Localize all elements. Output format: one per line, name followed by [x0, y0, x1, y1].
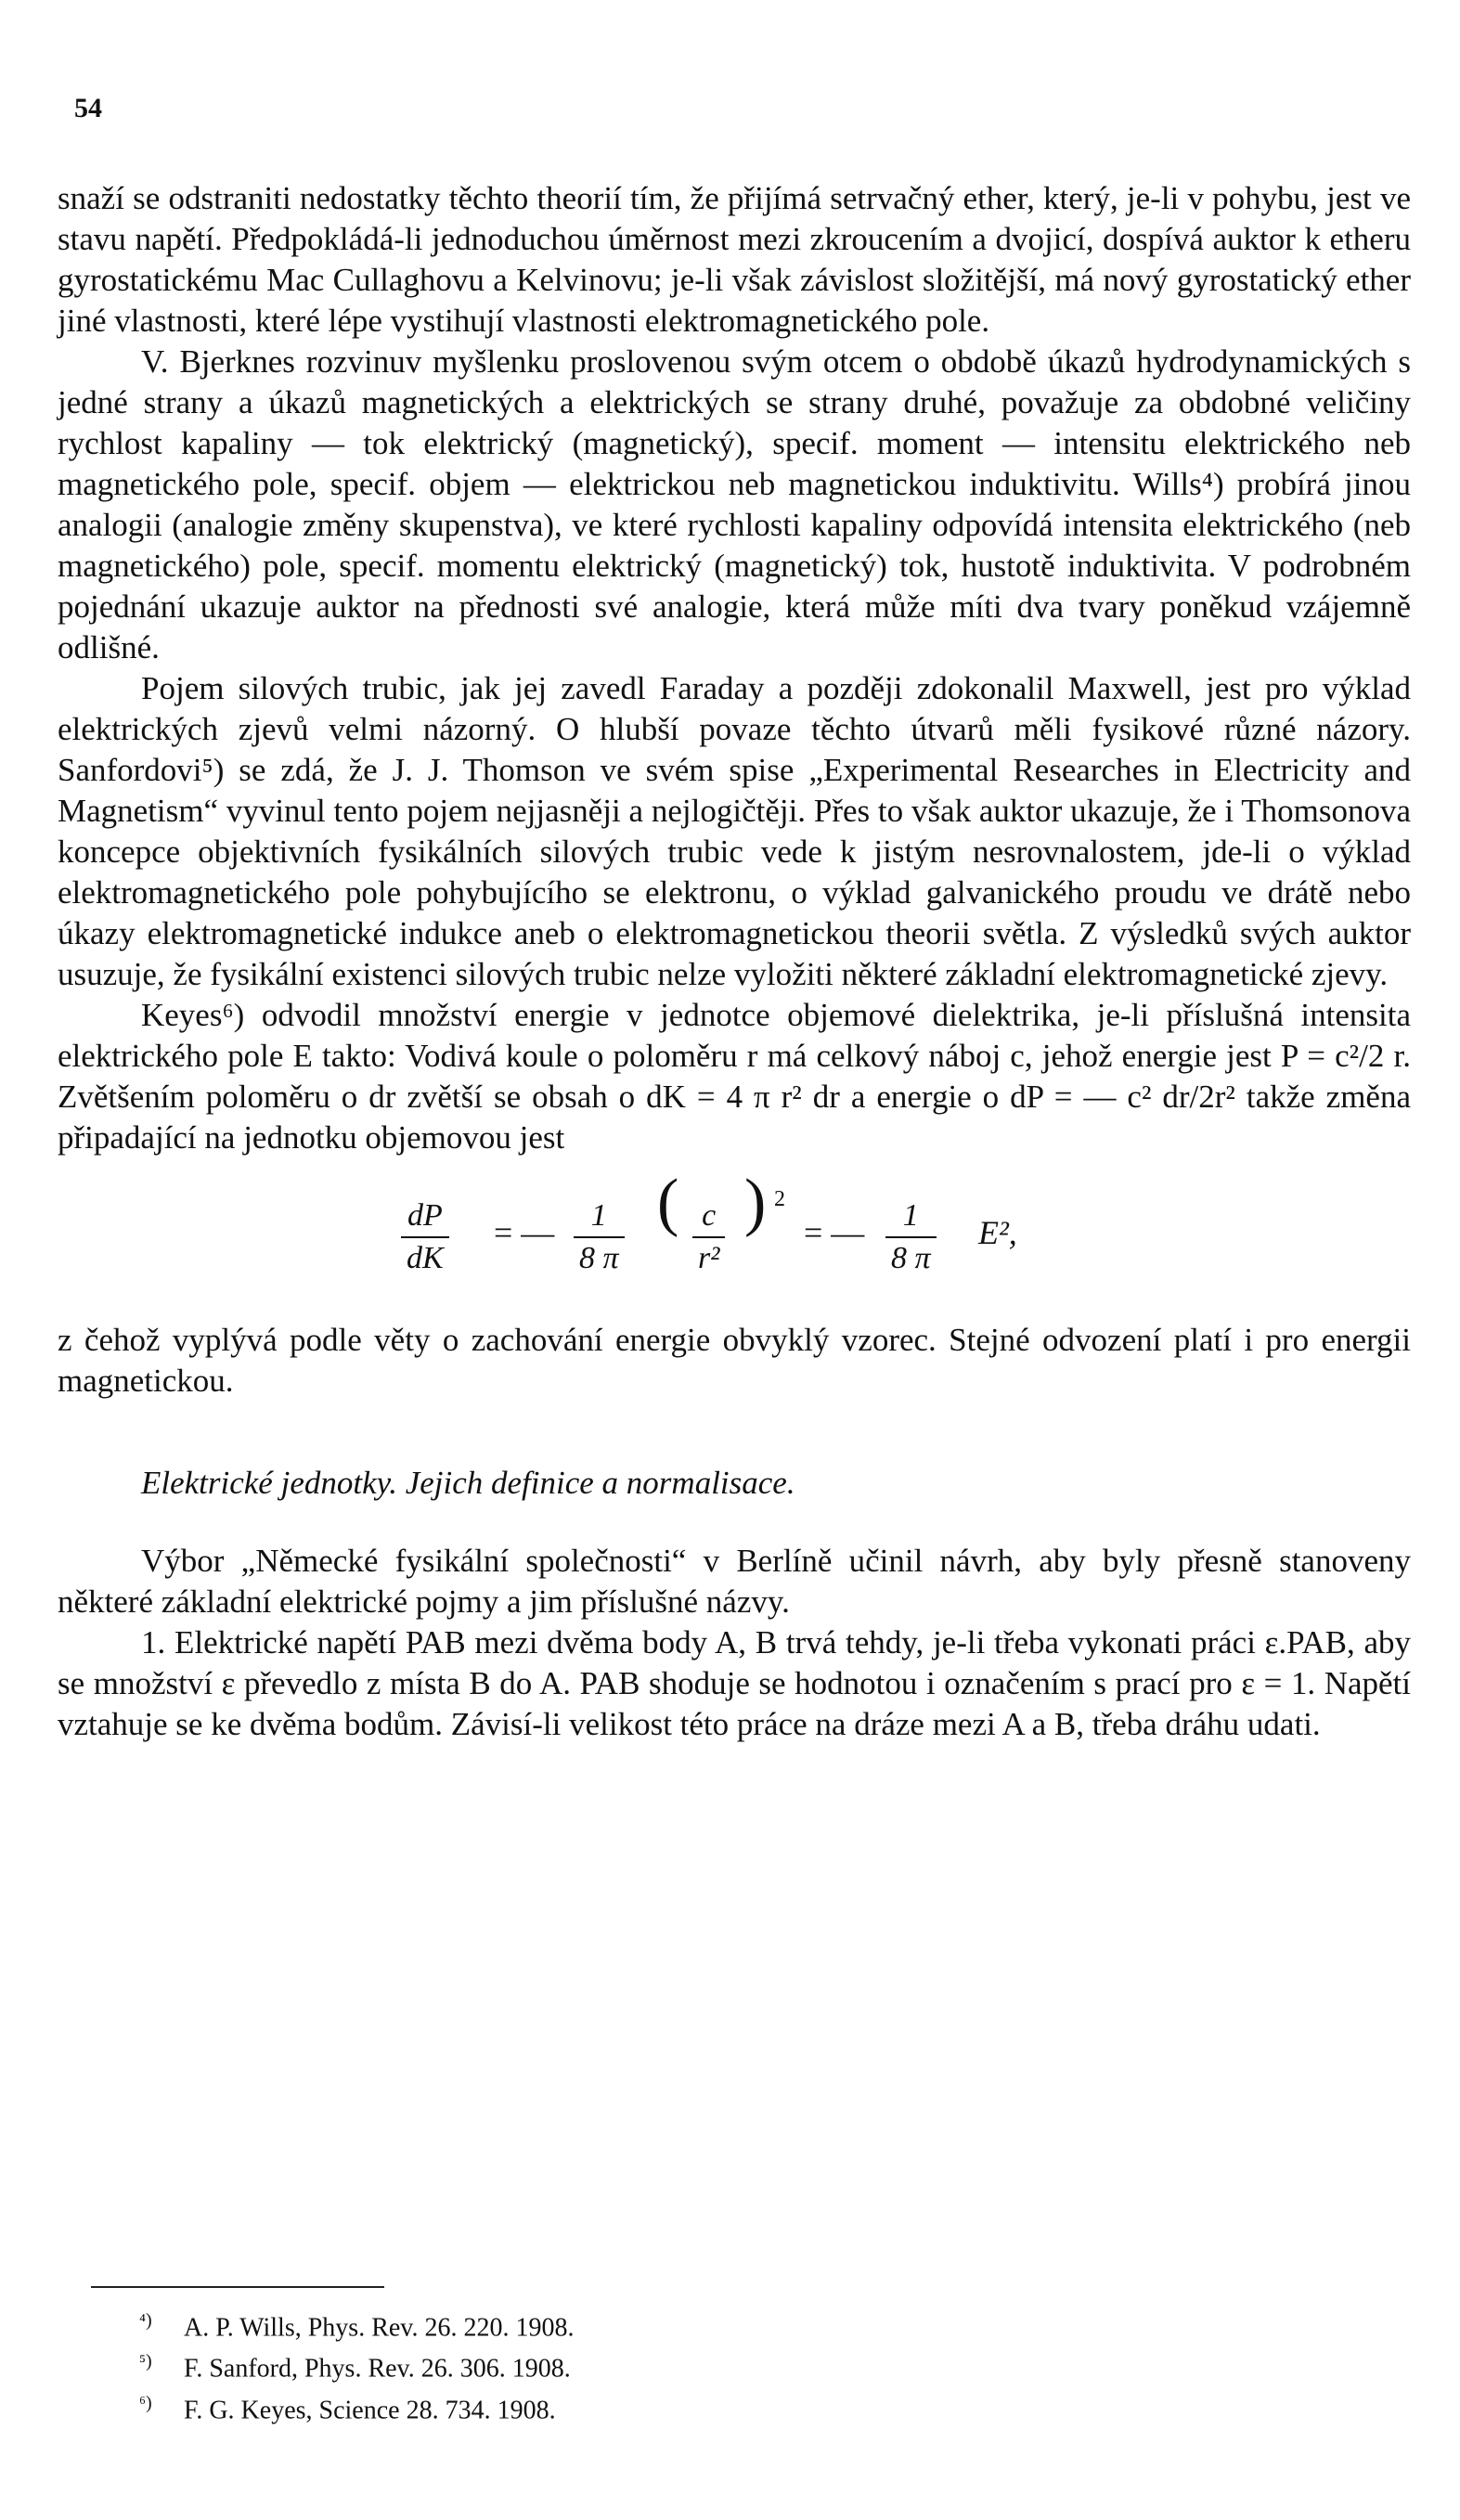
footnote-mark: ⁴): [139, 2310, 152, 2331]
footnote-text: A. P. Wills, Phys. Rev. 26. 220. 1908.: [184, 2313, 575, 2343]
formula-coef-1-den: 8 π: [579, 1241, 619, 1275]
energy-density-formula: [58, 1167, 1411, 1314]
body-text: [58, 178, 1411, 1745]
formula-paren-num: c: [692, 1195, 725, 1238]
footnote-divider: [91, 2286, 384, 2288]
paragraph-5: z čehož vyplývá podle věty o zachování energie obvyklý vzorec. Stejné odvození platí i pro energii magnetickou.: [58, 1322, 1411, 1399]
section-heading: Elektrické jednotky. Jejich definice a normalisace.: [141, 1465, 795, 1501]
footnote-item: [139, 2345, 975, 2385]
paragraph-6: Výbor „Německé fysikální společnosti“ v Berlíně učinil návrh, aby byly přesně stanoveny některé základní elektrické pojmy a jim příslušné názvy.: [58, 1543, 1411, 1620]
formula-equals-2: = —: [804, 1214, 865, 1251]
paragraph-1: snaží se odstraniti nedostatky těchto theorií tím, že přijímá setrvačný ether, který, je-li v pohybu, jest ve stavu napětí. Předpokládá-li jednoduchou úměrnost mezi zkroucením a dvojicí, dospívá auktor k etheru gyrostatickému Mac Cullaghovu a Kelvinovu; je-li však závislost složitější, má nový gyrostatický ether jiné vlastnosti, které lépe vystihují vlastnosti elektromagnetického pole.: [58, 180, 1411, 339]
footnote-mark: ⁶): [139, 2392, 152, 2413]
footnote-item: [139, 2304, 975, 2345]
footnote-text: F. Sanford, Phys. Rev. 26. 306. 1908.: [184, 2354, 571, 2384]
footnote-item: [139, 2386, 975, 2427]
formula-coef-1-num: 1: [574, 1195, 625, 1238]
formula-right-paren: ): [744, 1167, 767, 1238]
formula-left-paren: (: [657, 1167, 679, 1238]
formula-equals-1: = —: [494, 1214, 555, 1251]
paragraph-4: Keyes⁶) odvodil množství energie v jednotce objemové dielektrika, je-li příslušná intensita elektrického pole E takto: Vodivá koule o poloměru r má celkový náboj c, jehož energie jest P = c²/2 r. Zvětšením poloměru o dr zvětší se obsah o dK = 4 π r² dr a energie o dP = — c² dr/2r² takže změna připadající na jednotku objemovou jest: [58, 997, 1411, 1156]
formula-coef-2-den: 8 π: [891, 1241, 931, 1275]
paragraph-2: V. Bjerknes rozvinuv myšlenku proslovenou svým otcem o obdobě úkazů hydrodynamických s jedné strany a úkazů magnetických a elektrických se strany druhé, považuje za obdobné veličiny rychlost kapaliny — tok elektrický (magnetický), specif. moment — intensitu elektrického neb magnetického pole, specif. objem — elektrickou neb magnetickou induktivitu. Wills⁴) probírá jinou analogii (analogie změny skupenstva), ve které rychlosti kapaliny odpovídá intensita elektrického (neb magnetického) pole, specif. momentu elektrický (magnetický) tok, hustotě induktivita. V podrobném pojednání ukazuje auktor na přednosti své analogie, která může míti dva tvary poněkud vzájemně odlišné.: [58, 343, 1411, 666]
footnote-text: F. G. Keyes, Science 28. 734. 1908.: [184, 2395, 556, 2424]
formula-coef-2-num: 1: [885, 1195, 937, 1238]
formula-tail: E²,: [978, 1214, 1017, 1251]
formula-paren-den: r²: [698, 1241, 720, 1275]
formula-lhs-fraction: [401, 1195, 449, 1279]
formula-coef-2: [885, 1195, 937, 1279]
formula-exponent: 2: [774, 1187, 785, 1211]
paragraph-7: 1. Elektrické napětí PAB mezi dvěma body A, B trvá tehdy, je-li třeba vykonati práci ε.PAB, aby se množství ε převedlo z místa B do A. PAB shoduje se hodnotou i označením s prací pro ε = 1. Napětí vztahuje se ke dvěma bodům. Závisí-li velikost této práce na dráze mezi A a B, třeba dráhu udati.: [58, 1624, 1411, 1742]
page-number: 54: [74, 93, 102, 123]
paragraph-3: Pojem silových trubic, jak jej zavedl Faraday a později zdokonalil Maxwell, jest pro výklad elektrických zjevů velmi názorný. O hlubší povaze těchto útvarů měli fysikové různé názory. Sanfordovi⁵) se zdá, že J. J. Thomson ve svém spise „Experimental Researches in Electricity and Magnetism“ vyvinul tento pojem nejjasněji a nejlogičtěji. Přes to však auktor ukazuje, že i Thomsonova koncepce objektivních fysikálních silových trubic vede k jistým nesrovnalostem, jde-li o výklad elektromagnetického pole pohybujícího se elektronu, o výklad galvanického proudu ve drátě nebo úkazy elektromagnetické indukce aneb o elektromagnetickou theorii světla. Z výsledků svých auktor usuzuje, že fysikální existenci silových trubic nelze vyložiti některé základní elektromagnetické zjevy.: [58, 670, 1411, 992]
footnotes: [139, 2304, 975, 2427]
formula-coef-1: [574, 1195, 625, 1279]
formula-paren-fraction: [692, 1195, 725, 1279]
formula-lhs-numerator: dP: [401, 1195, 449, 1238]
formula-lhs-denominator: dK: [407, 1241, 444, 1275]
footnote-mark: ⁵): [139, 2351, 152, 2372]
